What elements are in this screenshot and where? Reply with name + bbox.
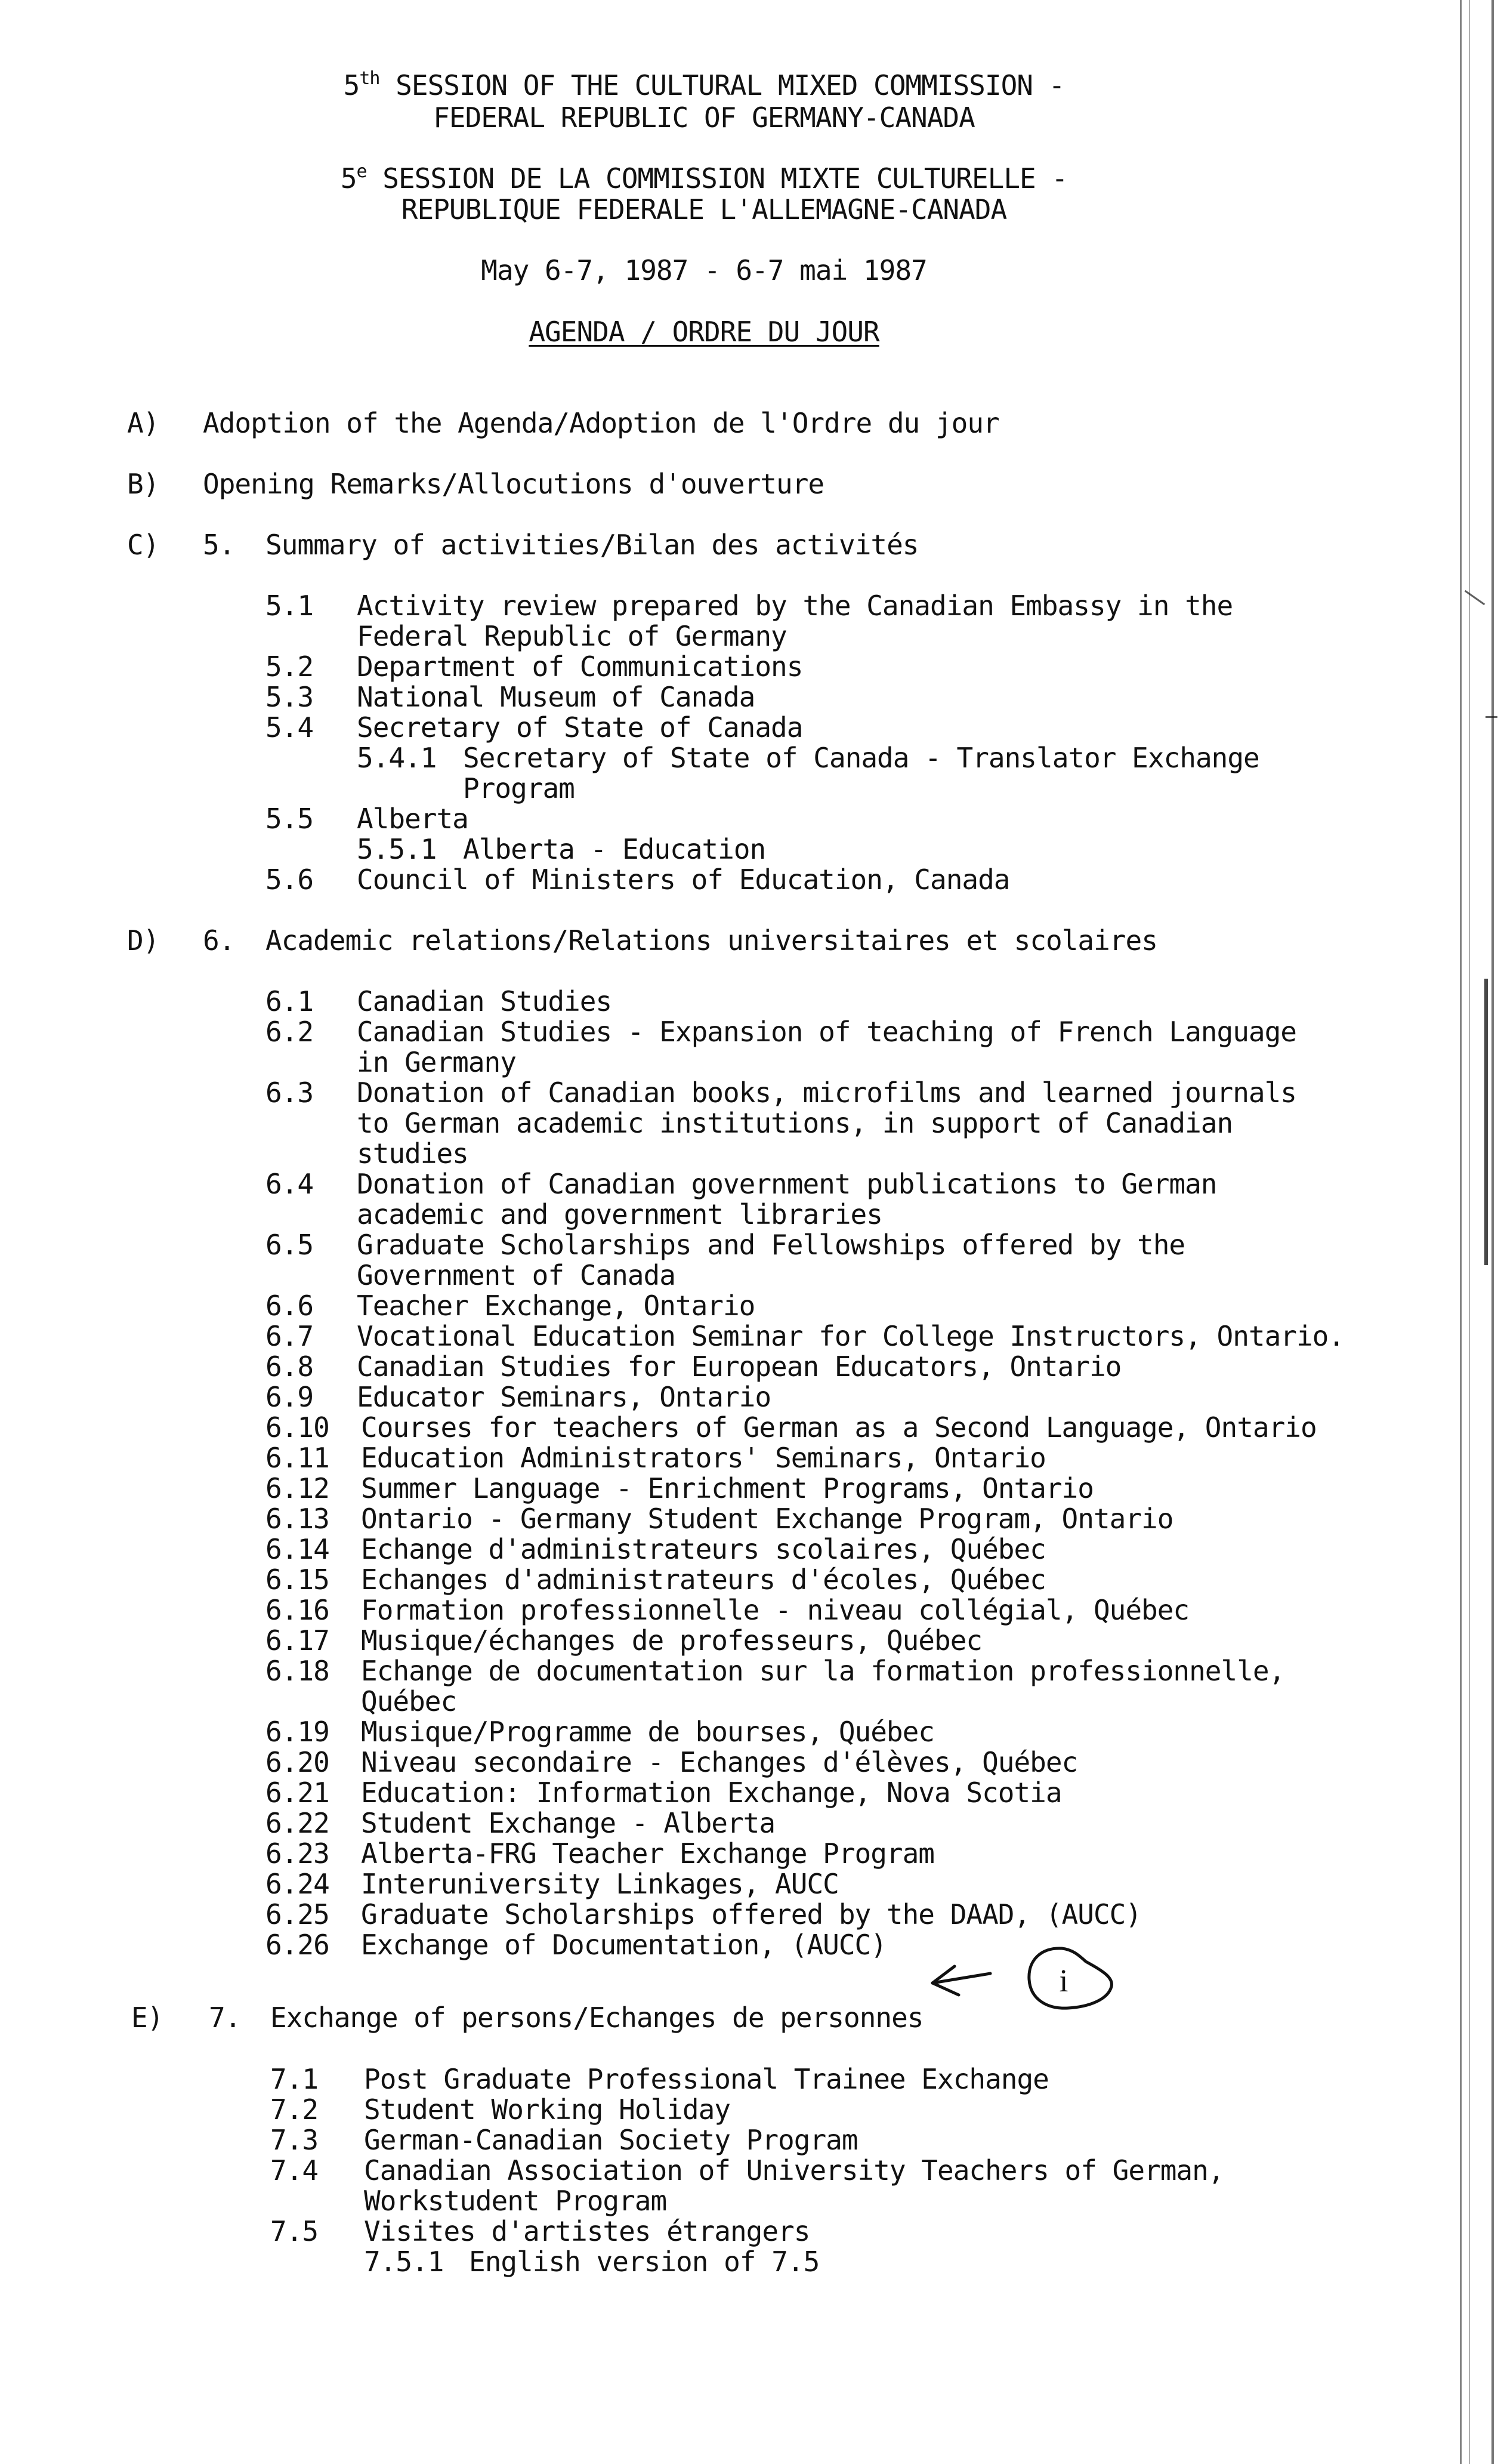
scan-edge-mark — [1465, 590, 1485, 605]
item-number: 6.13 — [265, 1503, 329, 1535]
item-number: 7.4 — [270, 2154, 319, 2187]
item-text: Council of Ministers of Education, Canada — [357, 864, 1010, 896]
handwritten-annotation — [922, 1936, 1119, 2020]
item-text: Graduate Scholarships offered by the DAAD, (AUCC) — [361, 1898, 1142, 1931]
item-text: to German academic institutions, in support of Canadian — [357, 1107, 1233, 1139]
section-title-e: Exchange of persons/Echanges de personnes — [270, 2002, 924, 2034]
item-number: 6.12 — [265, 1472, 329, 1504]
item-text: Canadian Studies for European Educators, Ontario — [357, 1350, 1122, 1383]
item-number: 7.5 — [270, 2215, 319, 2247]
item-text: Teacher Exchange, Ontario — [357, 1290, 755, 1322]
item-text: National Museum of Canada — [357, 681, 755, 713]
item-text: Formation professionnelle - niveau collégial, Québec — [361, 1594, 1190, 1626]
item-text: Department of Communications — [357, 650, 803, 683]
item-text: Education Administrators' Seminars, Ontario — [361, 1442, 1046, 1474]
scan-edge-line — [1469, 0, 1470, 2464]
section-letter-a: A) — [127, 407, 159, 439]
item-number: 7.3 — [270, 2124, 319, 2156]
header-line-4: REPUBLIQUE FEDERALE L'ALLEMAGNE-CANADA — [401, 193, 1007, 226]
agenda-title: AGENDA / ORDRE DU JOUR — [529, 316, 879, 348]
annotation-glyph: i — [1059, 1963, 1068, 1999]
item-number: 7.5.1 — [364, 2246, 444, 2278]
item-text: Summer Language - Enrichment Programs, Ontario — [361, 1472, 1094, 1504]
item-text: Exchange of Documentation, (AUCC) — [361, 1929, 887, 1961]
item-text: Alberta — [357, 803, 468, 835]
section-number-d: 6. — [203, 924, 235, 957]
item-text: Echanges d'administrateurs d'écoles, Québec — [361, 1563, 1046, 1596]
item-text: Alberta - Education — [463, 833, 766, 865]
header-line-3: 5e SESSION DE LA COMMISSION MIXTE CULTURELLE - — [340, 161, 1068, 195]
item-number: 6.8 — [265, 1350, 314, 1383]
item-number: 6.26 — [265, 1929, 329, 1961]
section-title-c: Summary of activities/Bilan des activités — [265, 529, 919, 561]
item-number: 6.14 — [265, 1533, 329, 1565]
item-text: Educator Seminars, Ontario — [357, 1381, 771, 1413]
item-text: Québec — [361, 1685, 457, 1717]
item-number: 7.2 — [270, 2093, 319, 2126]
item-text: academic and government libraries — [357, 1198, 882, 1231]
item-text: Courses for teachers of German as a Second Language, Ontario — [361, 1411, 1317, 1444]
item-number: 5.2 — [265, 650, 314, 683]
item-number: 6.21 — [265, 1777, 329, 1809]
item-text: Student Working Holiday — [364, 2093, 730, 2126]
item-text: Secretary of State of Canada - Translator Exchange — [463, 742, 1259, 774]
item-number: 6.11 — [265, 1442, 329, 1474]
item-number: 6.15 — [265, 1563, 329, 1596]
item-number: 6.16 — [265, 1594, 329, 1626]
handwritten-arrow-icon — [932, 1966, 990, 1995]
item-number: 5.3 — [265, 681, 314, 713]
section-number-e: 7. — [209, 2002, 241, 2034]
scan-edge-line — [1491, 0, 1494, 2464]
item-text: Federal Republic of Germany — [357, 620, 787, 652]
item-text: Secretary of State of Canada — [357, 711, 803, 744]
item-number: 5.4 — [265, 711, 314, 744]
item-text: Post Graduate Professional Trainee Exchange — [364, 2063, 1049, 2095]
item-number: 6.5 — [265, 1229, 314, 1261]
item-number: 5.1 — [265, 590, 314, 622]
item-number: 6.22 — [265, 1807, 329, 1839]
item-number: 6.7 — [265, 1320, 314, 1352]
item-number: 5.6 — [265, 864, 314, 896]
item-text: Student Exchange - Alberta — [361, 1807, 776, 1839]
scan-edge-mark — [1484, 979, 1488, 1265]
item-text: Canadian Studies — [357, 985, 612, 1017]
item-text: Donation of Canadian government publications to German — [357, 1168, 1217, 1200]
item-number: 6.18 — [265, 1655, 329, 1687]
item-number: 6.10 — [265, 1411, 329, 1444]
item-number: 6.24 — [265, 1868, 329, 1900]
item-number: 6.3 — [265, 1077, 314, 1109]
item-text: Musique/échanges de professeurs, Québec — [361, 1624, 983, 1657]
item-number: 6.25 — [265, 1898, 329, 1931]
item-text: Government of Canada — [357, 1259, 675, 1291]
item-number: 6.1 — [265, 985, 314, 1017]
item-text: Donation of Canadian books, microfilms and learned journals — [357, 1077, 1296, 1109]
item-number: 6.9 — [265, 1381, 314, 1413]
item-text: Echange de documentation sur la formation professionnelle, — [361, 1655, 1285, 1687]
section-title-b: Opening Remarks/Allocutions d'ouverture — [203, 468, 824, 500]
item-text: Education: Information Exchange, Nova Scotia — [361, 1777, 1062, 1809]
header-line-1: 5th SESSION OF THE CULTURAL MIXED COMMISSION - — [343, 68, 1065, 101]
item-text: Activity review prepared by the Canadian Embassy in the — [357, 590, 1233, 622]
section-letter-c: C) — [127, 529, 159, 561]
item-number: 7.1 — [270, 2063, 319, 2095]
scan-edge-line — [1460, 0, 1462, 2464]
item-number: 6.23 — [265, 1837, 329, 1870]
item-text: Canadian Studies - Expansion of teaching of French Language — [357, 1016, 1296, 1048]
item-number: 6.17 — [265, 1624, 329, 1657]
section-letter-b: B) — [127, 468, 159, 500]
item-text: Musique/Programme de bourses, Québec — [361, 1716, 934, 1748]
item-text: Echange d'administrateurs scolaires, Québec — [361, 1533, 1046, 1565]
item-number: 6.20 — [265, 1746, 329, 1778]
item-text: Graduate Scholarships and Fellowships offered by the — [357, 1229, 1185, 1261]
item-text: English version of 7.5 — [469, 2246, 820, 2278]
item-number: 5.5 — [265, 803, 314, 835]
meeting-date: May 6-7, 1987 - 6-7 mai 1987 — [481, 254, 927, 286]
item-number: 5.5.1 — [357, 833, 437, 865]
section-letter-d: D) — [127, 924, 159, 957]
item-number: 6.2 — [265, 1016, 314, 1048]
section-title-a: Adoption of the Agenda/Adoption de l'Ordre du jour — [203, 407, 999, 439]
item-number: 6.19 — [265, 1716, 329, 1748]
item-text: Program — [463, 772, 575, 804]
section-number-c: 5. — [203, 529, 235, 561]
item-number: 6.6 — [265, 1290, 314, 1322]
item-text: Workstudent Program — [364, 2185, 667, 2217]
item-text: Ontario - Germany Student Exchange Program, Ontario — [361, 1503, 1173, 1535]
scan-edge-mark — [1486, 716, 1497, 718]
header-line-2: FEDERAL REPUBLIC OF GERMANY-CANADA — [433, 101, 975, 134]
item-text: Canadian Association of University Teachers of German, — [364, 2154, 1224, 2187]
circled-i-icon — [1029, 1948, 1112, 2008]
item-text: studies — [357, 1137, 468, 1170]
item-text: in Germany — [357, 1046, 516, 1078]
item-text: German-Canadian Society Program — [364, 2124, 858, 2156]
item-text: Interuniversity Linkages, AUCC — [361, 1868, 839, 1900]
item-number: 6.4 — [265, 1168, 314, 1200]
section-title-d: Academic relations/Relations universitaires et scolaires — [265, 924, 1157, 957]
item-text: Alberta-FRG Teacher Exchange Program — [361, 1837, 934, 1870]
section-letter-e: E) — [131, 2002, 163, 2034]
item-text: Vocational Education Seminar for College Instructors, Ontario. — [357, 1320, 1345, 1352]
item-text: Niveau secondaire - Echanges d'élèves, Québec — [361, 1746, 1078, 1778]
item-number: 5.4.1 — [357, 742, 437, 774]
item-text: Visites d'artistes étrangers — [364, 2215, 810, 2247]
